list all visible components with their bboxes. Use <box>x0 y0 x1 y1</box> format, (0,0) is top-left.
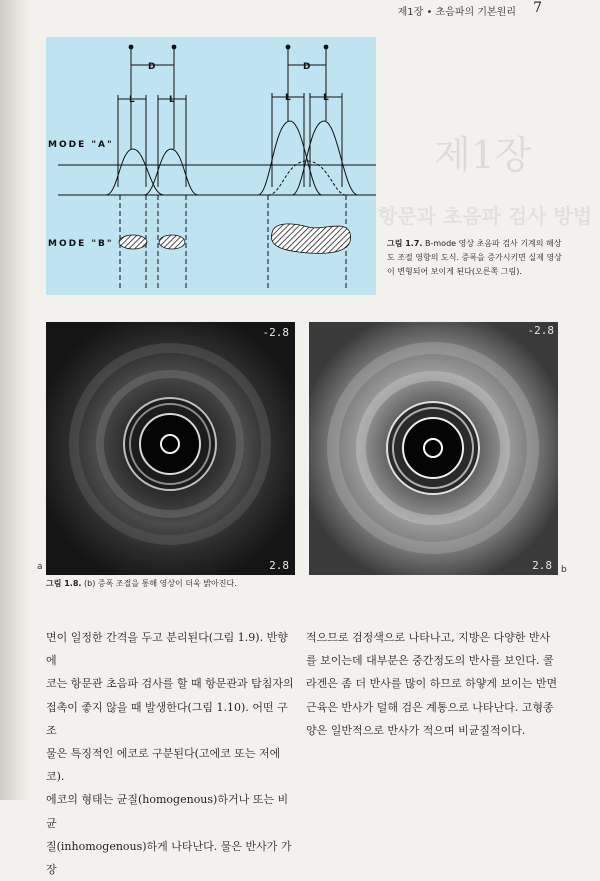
resolution-diagram <box>46 37 376 295</box>
text-line: 근육은 반사가 덜해 검은 계통으로 나타난다. 고형종 <box>306 700 554 714</box>
l-label-4: L <box>323 93 329 103</box>
b-mode-blob-right <box>271 224 350 253</box>
page-number: 7 <box>533 0 542 16</box>
peak-left-1 <box>106 149 164 195</box>
text-line: 적으므로 검정색으로 나타나고, 지방은 다양한 반사 <box>306 631 551 644</box>
body-text-right-column <box>306 626 558 742</box>
ghost-chapter-subheading: 항문과 초음파 검사 방법 <box>378 204 593 228</box>
chapter-title: 제1장 • 초음파의 기본원리 <box>397 7 516 18</box>
mode-a-label: MODE "A" <box>48 140 114 150</box>
caption-label: 그림 1.7. <box>387 239 423 248</box>
d-label-right: D <box>303 62 311 72</box>
text-line: 라겐은 좀 더 반사를 많이 하므로 하얗게 보이는 반면 <box>306 677 558 691</box>
text-line: 물은 특징적인 에코로 구분된다(고에코 또는 저에코). <box>46 747 281 784</box>
panel-a-letter: a <box>37 562 43 572</box>
text-line: 양은 일반적으로 반사가 적으며 비균질적이다. <box>306 723 526 737</box>
l-label-2: L <box>169 95 175 105</box>
text-line: 코는 항문관 초음파 검사를 할 때 항문관과 탐침자의 <box>46 677 294 691</box>
page-edge-shadow <box>0 0 32 800</box>
caption-text: (b) 증폭 조절을 통해 영상이 더욱 밝아진다. <box>84 579 237 588</box>
depth-label-top: -2.8 <box>262 326 289 339</box>
peak-right-1 <box>258 121 322 195</box>
peak-right-2 <box>292 121 358 195</box>
ultrasound-image-b <box>309 322 558 575</box>
text-line: 면이 일정한 간격을 두고 분리된다(그림 1.9). 반향 에 <box>46 631 288 668</box>
ghost-chapter-heading: 제1장 <box>434 133 532 177</box>
peak-left-2 <box>144 149 198 195</box>
figure-1-7-caption <box>387 237 563 279</box>
caption-text: B-mode 영상 초음파 검사 기계의 해상도 조절 영향의 도식. 증폭을 증가시키면 실제 영상이 변형되어 보이게 된다(오른쪽 그림). <box>387 239 562 276</box>
l-label-1: L <box>129 95 135 105</box>
depth-label-top: -2.8 <box>527 324 554 337</box>
peak-right-overlap <box>268 161 346 195</box>
depth-label-bottom: 2.8 <box>269 559 289 572</box>
depth-label-bottom: 2.8 <box>532 559 552 572</box>
body-text-left-column <box>46 626 294 881</box>
ultrasound-image-a <box>46 322 295 575</box>
text-line: 질(inhomogenous)하게 나타난다. 물은 반사가 가장 <box>46 839 292 877</box>
ultrasound-rings-b <box>309 322 558 575</box>
caption-label: 그림 1.8. <box>46 579 82 588</box>
text-line: 를 보이는데 대부분은 중간정도의 반사를 보인다. 콜 <box>306 654 554 668</box>
panel-b-letter: b <box>561 565 567 575</box>
figure-1-8-caption <box>46 578 237 589</box>
b-mode-blob-left-1 <box>119 235 147 249</box>
text-line: 접촉이 좋지 않을 때 발생한다(그림 1.10). 어떤 구조 <box>46 700 288 737</box>
ultrasound-rings-a <box>46 322 295 575</box>
d-label-left: D <box>148 62 156 72</box>
figure-1-7-diagram <box>46 37 376 295</box>
running-header <box>0 0 600 20</box>
mode-b-label: MODE "B" <box>48 239 114 249</box>
b-mode-blob-left-2 <box>159 235 185 249</box>
l-label-3: L <box>285 93 291 103</box>
text-line: 에코의 형태는 균질(homogenous)하거나 또는 비균 <box>46 793 289 830</box>
